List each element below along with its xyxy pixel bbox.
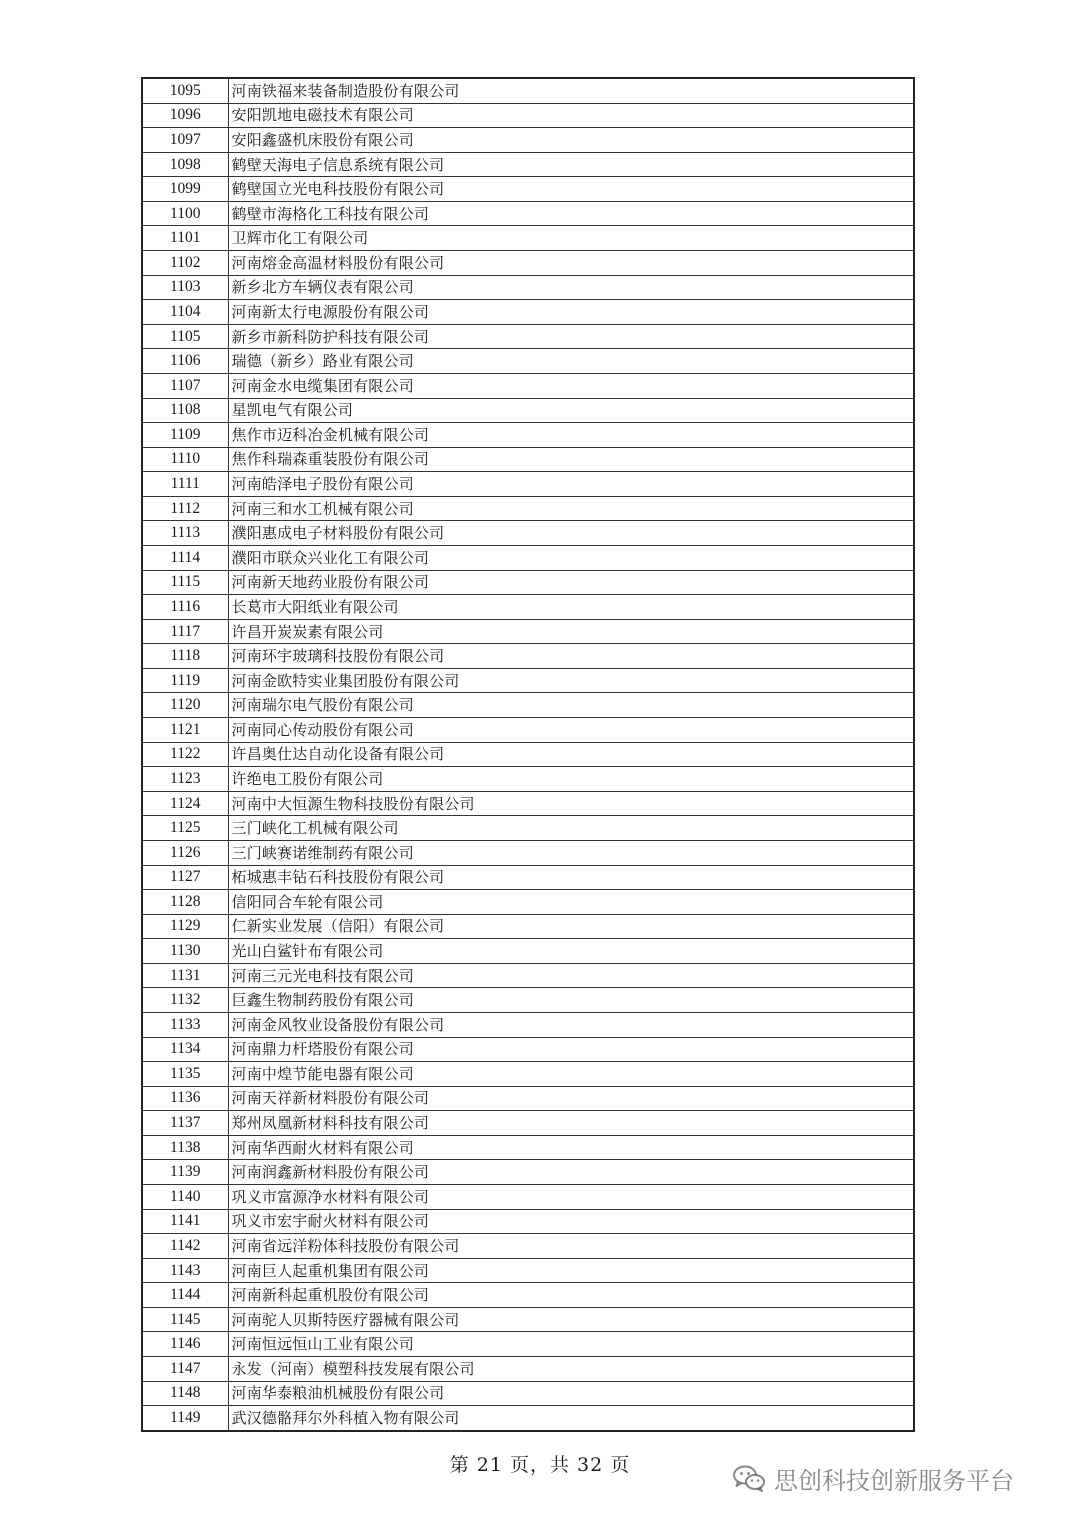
company-name-cell: 河南润鑫新材料股份有限公司 (228, 1160, 914, 1185)
company-name-cell: 柘城惠丰钻石科技股份有限公司 (228, 865, 914, 890)
row-number-cell: 1111 (142, 472, 228, 497)
company-name-cell: 河南华泰粮油机械股份有限公司 (228, 1381, 914, 1406)
row-number-cell: 1096 (142, 103, 228, 128)
company-name-cell: 永发（河南）模塑科技发展有限公司 (228, 1357, 914, 1382)
company-name-cell: 焦作市迈科冶金机械有限公司 (228, 423, 914, 448)
row-number-cell: 1145 (142, 1307, 228, 1332)
table-row (142, 398, 914, 423)
company-name-cell: 安阳鑫盛机床股份有限公司 (228, 128, 914, 153)
table-row (142, 300, 914, 325)
table-row (142, 103, 914, 128)
company-name-cell: 河南新太行电源股份有限公司 (228, 300, 914, 325)
row-number-cell: 1125 (142, 816, 228, 841)
company-name-cell: 星凯电气有限公司 (228, 398, 914, 423)
company-name-cell: 河南金欧特实业集团股份有限公司 (228, 668, 914, 693)
table-row (142, 1283, 914, 1308)
company-name-cell: 新乡北方车辆仪表有限公司 (228, 275, 914, 300)
table-row (142, 570, 914, 595)
row-number-cell: 1132 (142, 988, 228, 1013)
row-number-cell: 1127 (142, 865, 228, 890)
row-number-cell: 1137 (142, 1111, 228, 1136)
row-number-cell: 1142 (142, 1234, 228, 1259)
company-name-cell: 河南环宇玻璃科技股份有限公司 (228, 644, 914, 669)
wechat-icon (732, 1464, 766, 1492)
company-name-cell: 武汉德骼拜尔外科植入物有限公司 (228, 1406, 914, 1431)
watermark-text: 思创科技创新服务平台 (774, 1466, 1014, 1495)
table-row (142, 275, 914, 300)
company-name-cell: 河南金水电缆集团有限公司 (228, 373, 914, 398)
company-name-cell: 巩义市富源净水材料有限公司 (228, 1185, 914, 1210)
company-name-cell: 许昌奥仕达自动化设备有限公司 (228, 742, 914, 767)
table-row (142, 349, 914, 374)
table-row (142, 1062, 914, 1087)
table-row (142, 963, 914, 988)
table-row (142, 1012, 914, 1037)
row-number-cell: 1116 (142, 595, 228, 620)
company-name-cell: 河南新科起重机股份有限公司 (228, 1283, 914, 1308)
row-number-cell: 1143 (142, 1258, 228, 1283)
row-number-cell: 1135 (142, 1062, 228, 1087)
table-row (142, 693, 914, 718)
company-name-cell: 河南新天地药业股份有限公司 (228, 570, 914, 595)
table-row (142, 128, 914, 153)
company-name-cell: 三门峡赛诺维制药有限公司 (228, 840, 914, 865)
row-number-cell: 1095 (142, 78, 228, 103)
table-row (142, 1135, 914, 1160)
row-number-cell: 1115 (142, 570, 228, 595)
row-number-cell: 1134 (142, 1037, 228, 1062)
row-number-cell: 1108 (142, 398, 228, 423)
row-number-cell: 1104 (142, 300, 228, 325)
company-name-cell: 卫辉市化工有限公司 (228, 226, 914, 251)
table-row (142, 324, 914, 349)
table-row (142, 521, 914, 546)
table-row (142, 865, 914, 890)
company-name-cell: 河南中大恒源生物科技股份有限公司 (228, 791, 914, 816)
row-number-cell: 1098 (142, 152, 228, 177)
row-number-cell: 1118 (142, 644, 228, 669)
company-name-cell: 信阳同合车轮有限公司 (228, 890, 914, 915)
row-number-cell: 1113 (142, 521, 228, 546)
company-name-cell: 河南皓泽电子股份有限公司 (228, 472, 914, 497)
company-name-cell: 郑州凤凰新材料科技有限公司 (228, 1111, 914, 1136)
company-name-cell: 河南鼎力杆塔股份有限公司 (228, 1037, 914, 1062)
watermark (732, 1460, 1014, 1496)
table-row (142, 251, 914, 276)
company-name-cell: 河南熔金高温材料股份有限公司 (228, 251, 914, 276)
row-number-cell: 1117 (142, 619, 228, 644)
company-name-cell: 河南巨人起重机集团有限公司 (228, 1258, 914, 1283)
company-name-cell: 河南华西耐火材料有限公司 (228, 1135, 914, 1160)
company-name-cell: 鹤壁市海格化工科技有限公司 (228, 201, 914, 226)
company-name-cell: 河南金风牧业设备股份有限公司 (228, 1012, 914, 1037)
table-row (142, 1209, 914, 1234)
company-name-cell: 长葛市大阳纸业有限公司 (228, 595, 914, 620)
row-number-cell: 1100 (142, 201, 228, 226)
row-number-cell: 1107 (142, 373, 228, 398)
row-number-cell: 1121 (142, 718, 228, 743)
table-row (142, 619, 914, 644)
table-row (142, 201, 914, 226)
table-row (142, 1111, 914, 1136)
table-row (142, 1357, 914, 1382)
table-row (142, 1381, 914, 1406)
row-number-cell: 1148 (142, 1381, 228, 1406)
row-number-cell: 1106 (142, 349, 228, 374)
table-row (142, 791, 914, 816)
table-row (142, 472, 914, 497)
company-name-cell: 河南恒远恒山工业有限公司 (228, 1332, 914, 1357)
company-name-cell: 鹤壁国立光电科技股份有限公司 (228, 177, 914, 202)
company-name-cell: 河南三和水工机械有限公司 (228, 496, 914, 521)
page-number-footer: 第 21 页，共 32 页 (449, 1454, 631, 1476)
row-number-cell: 1140 (142, 1185, 228, 1210)
row-number-cell: 1144 (142, 1283, 228, 1308)
company-name-cell: 河南省远洋粉体科技股份有限公司 (228, 1234, 914, 1259)
table-row (142, 595, 914, 620)
row-number-cell: 1103 (142, 275, 228, 300)
company-name-cell: 光山白鲨针布有限公司 (228, 939, 914, 964)
table-row (142, 545, 914, 570)
table-row (142, 1307, 914, 1332)
company-name-cell: 巨鑫生物制药股份有限公司 (228, 988, 914, 1013)
row-number-cell: 1099 (142, 177, 228, 202)
row-number-cell: 1119 (142, 668, 228, 693)
company-name-cell: 鹤壁天海电子信息系统有限公司 (228, 152, 914, 177)
company-name-cell: 安阳凯地电磁技术有限公司 (228, 103, 914, 128)
row-number-cell: 1124 (142, 791, 228, 816)
table-row (142, 718, 914, 743)
company-name-cell: 焦作科瑞森重装股份有限公司 (228, 447, 914, 472)
row-number-cell: 1112 (142, 496, 228, 521)
table-row (142, 1160, 914, 1185)
company-name-cell: 三门峡化工机械有限公司 (228, 816, 914, 841)
row-number-cell: 1133 (142, 1012, 228, 1037)
company-name-cell: 河南铁福来装备制造股份有限公司 (228, 78, 914, 103)
row-number-cell: 1138 (142, 1135, 228, 1160)
table-row (142, 668, 914, 693)
row-number-cell: 1120 (142, 693, 228, 718)
row-number-cell: 1147 (142, 1357, 228, 1382)
row-number-cell: 1105 (142, 324, 228, 349)
row-number-cell: 1102 (142, 251, 228, 276)
table-row (142, 177, 914, 202)
table-row (142, 226, 914, 251)
company-name-cell: 河南驼人贝斯特医疗器械有限公司 (228, 1307, 914, 1332)
company-name-cell: 河南同心传动股份有限公司 (228, 718, 914, 743)
row-number-cell: 1126 (142, 840, 228, 865)
table-row (142, 373, 914, 398)
company-list-body (142, 78, 914, 1431)
table-row (142, 152, 914, 177)
company-name-cell: 瑞德（新乡）路业有限公司 (228, 349, 914, 374)
table-row (142, 78, 914, 103)
table-row (142, 1234, 914, 1259)
table-row (142, 816, 914, 841)
company-name-cell: 濮阳惠成电子材料股份有限公司 (228, 521, 914, 546)
company-name-cell: 新乡市新科防护科技有限公司 (228, 324, 914, 349)
company-name-cell: 河南瑞尔电气股份有限公司 (228, 693, 914, 718)
row-number-cell: 1122 (142, 742, 228, 767)
row-number-cell: 1130 (142, 939, 228, 964)
company-name-cell: 河南天祥新材料股份有限公司 (228, 1086, 914, 1111)
row-number-cell: 1101 (142, 226, 228, 251)
table-row (142, 890, 914, 915)
table-row (142, 447, 914, 472)
table-row (142, 840, 914, 865)
table-row (142, 1086, 914, 1111)
table-row (142, 767, 914, 792)
company-name-cell: 濮阳市联众兴业化工有限公司 (228, 545, 914, 570)
table-row (142, 1258, 914, 1283)
table-row (142, 742, 914, 767)
table-row (142, 423, 914, 448)
company-name-cell: 许昌开炭炭素有限公司 (228, 619, 914, 644)
row-number-cell: 1131 (142, 963, 228, 988)
row-number-cell: 1128 (142, 890, 228, 915)
row-number-cell: 1109 (142, 423, 228, 448)
table-row (142, 1332, 914, 1357)
table-row (142, 1185, 914, 1210)
row-number-cell: 1097 (142, 128, 228, 153)
company-list-table (141, 77, 915, 1432)
row-number-cell: 1149 (142, 1406, 228, 1431)
row-number-cell: 1136 (142, 1086, 228, 1111)
company-name-cell: 仁新实业发展（信阳）有限公司 (228, 914, 914, 939)
row-number-cell: 1110 (142, 447, 228, 472)
row-number-cell: 1129 (142, 914, 228, 939)
company-name-cell: 许绝电工股份有限公司 (228, 767, 914, 792)
row-number-cell: 1139 (142, 1160, 228, 1185)
table-row (142, 1406, 914, 1431)
row-number-cell: 1123 (142, 767, 228, 792)
table-row (142, 914, 914, 939)
table-row (142, 1037, 914, 1062)
table-row (142, 939, 914, 964)
row-number-cell: 1146 (142, 1332, 228, 1357)
company-name-cell: 河南三元光电科技有限公司 (228, 963, 914, 988)
row-number-cell: 1141 (142, 1209, 228, 1234)
table-row (142, 644, 914, 669)
company-name-cell: 河南中煌节能电器有限公司 (228, 1062, 914, 1087)
table-row (142, 988, 914, 1013)
table-row (142, 496, 914, 521)
company-name-cell: 巩义市宏宇耐火材料有限公司 (228, 1209, 914, 1234)
row-number-cell: 1114 (142, 545, 228, 570)
